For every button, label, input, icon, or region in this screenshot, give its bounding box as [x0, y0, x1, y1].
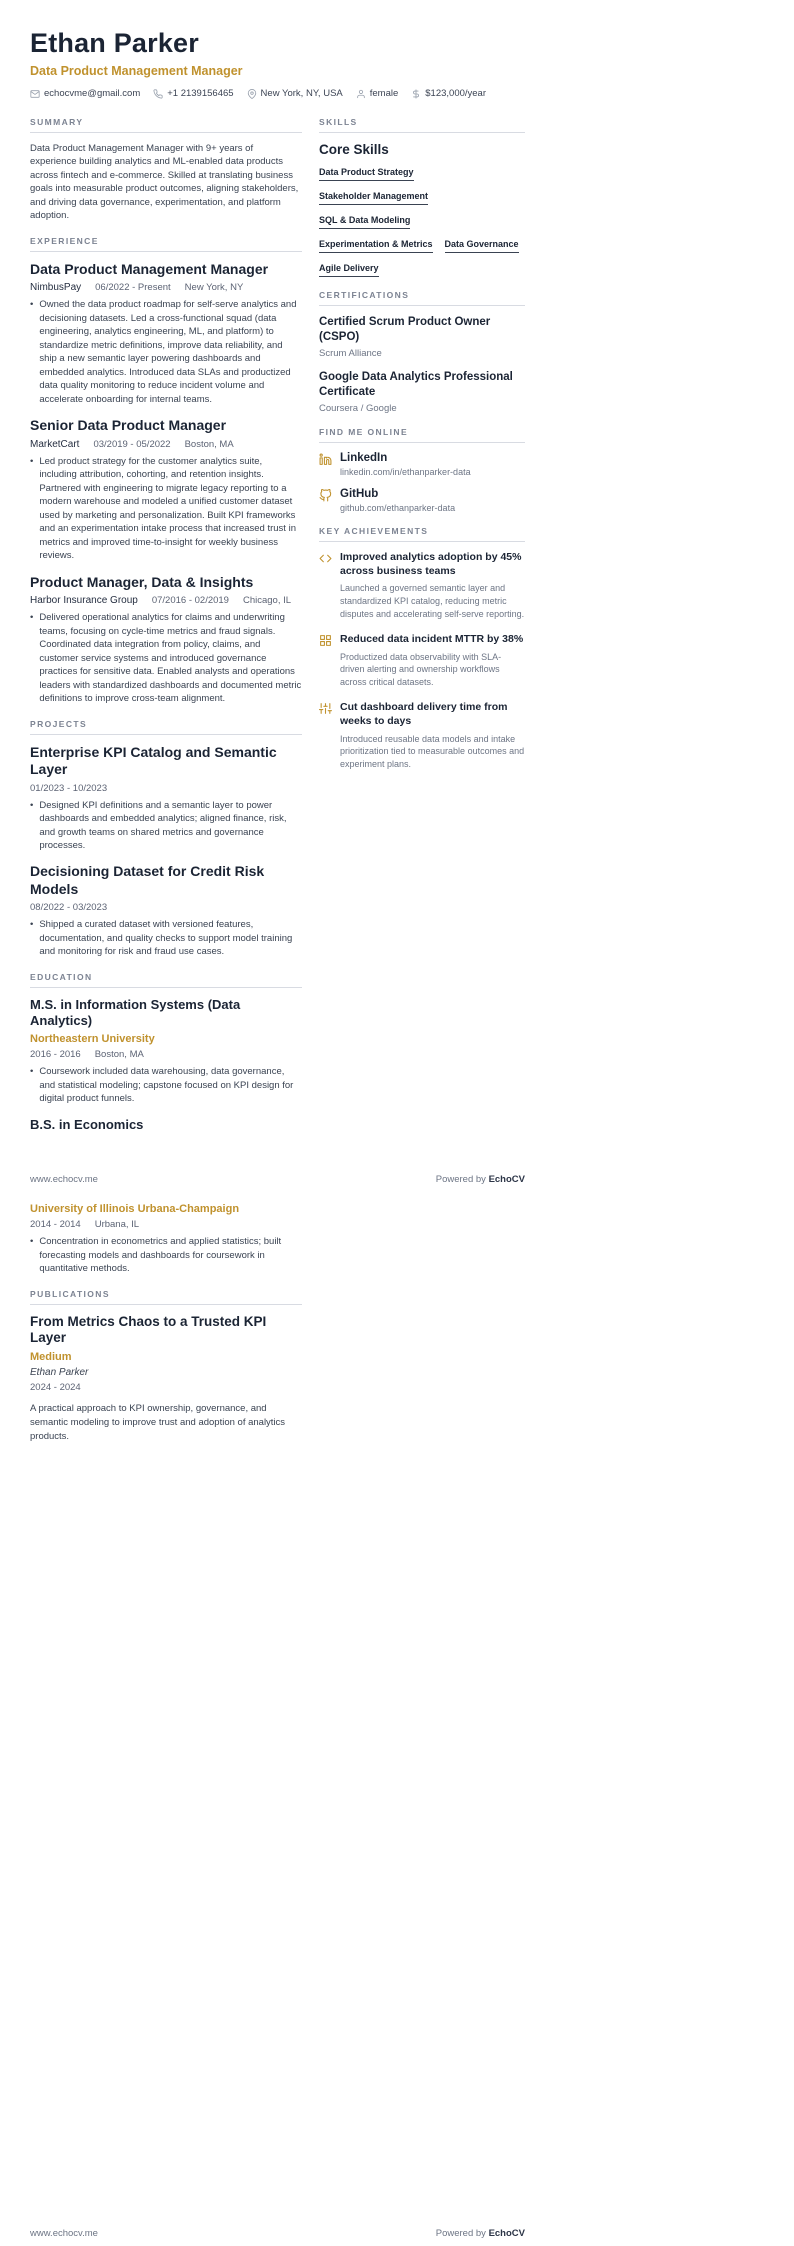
job-location: Boston, MA [184, 438, 234, 450]
degree-title: M.S. in Information Systems (Data Analytics) [30, 996, 241, 1029]
contact-location-text: New York, NY, USA [260, 88, 343, 99]
page-2 [30, 1203, 302, 1444]
left-column [30, 109, 302, 1144]
education-bullet [30, 1065, 302, 1105]
job-dates: 03/2019 - 05/2022 [93, 438, 171, 450]
candidate-name: Ethan Parker [30, 28, 199, 58]
page-2-footer [30, 2228, 525, 2239]
experience-entry [30, 261, 302, 406]
section-divider [30, 132, 302, 133]
summary-section-label: SUMMARY [30, 117, 84, 127]
project-title: Enterprise KPI Catalog and Semantic Layer [30, 743, 277, 778]
bullet-dot: • [30, 612, 34, 624]
skill-tag: Agile Delivery [319, 263, 379, 277]
columns [30, 109, 555, 1144]
contact-salary [411, 88, 486, 99]
online-profile-label: GitHub [340, 487, 379, 500]
job-title: Product Manager, Data & Insights [30, 573, 254, 590]
online-profile-linkedin[interactable] [319, 452, 525, 477]
certification-name: Google Data Analytics Professional Certificate [319, 370, 513, 398]
contact-location [247, 88, 343, 99]
job-title: Data Product Management Manager [30, 260, 269, 277]
footer-powered [436, 1174, 525, 1185]
resume-header [30, 28, 555, 99]
online-profile-github[interactable] [319, 488, 525, 513]
footer-powered-prefix: Powered by [435, 2228, 486, 2239]
publication-publisher: Medium [30, 1351, 72, 1364]
linkedin-icon [319, 453, 332, 466]
experience-section-label: EXPERIENCE [30, 235, 99, 246]
project-bullet [30, 799, 302, 853]
phone-icon [153, 89, 163, 99]
achievement-title: Cut dashboard delivery time from weeks to days [340, 700, 508, 727]
find-me-online-section [319, 427, 525, 513]
footer-brand-link[interactable]: EchoCV [488, 2228, 525, 2239]
contact-gender [356, 88, 399, 99]
achievement-description: Launched a governed semantic layer and standardized KPI catalog, reducing metric disputes and accelerating self-serve reporting. [340, 583, 525, 619]
bullet-dot: • [30, 1236, 34, 1248]
projects-section-label: PROJECTS [30, 718, 88, 729]
skills-group-heading: Core Skills [319, 142, 389, 157]
achievement-body [340, 551, 525, 621]
footer-site-link[interactable]: www.echocv.me [30, 1174, 98, 1186]
skill-tag: Stakeholder Management [319, 191, 428, 205]
achievement-body [340, 633, 525, 689]
education-meta [30, 1219, 302, 1230]
summary-text: Data Product Management Manager with 9+ years of experience building analytics and ML-enabled data products across fintech and e-commerce. Skilled at translating business goals into measurable product outcomes, aligning stakeholders, and driving data governance, experimentation, and platform adoption. [30, 143, 299, 222]
education-entry [30, 1117, 302, 1133]
project-bullet [30, 918, 302, 958]
footer-powered-prefix: Powered by [435, 1174, 486, 1186]
job-bullet [30, 611, 302, 705]
publication-dates: 2024 - 2024 [30, 1382, 81, 1394]
certification-item [319, 370, 525, 414]
section-divider [319, 132, 525, 133]
section-divider [30, 987, 302, 988]
right-column [319, 109, 525, 783]
achievement-description: Productized data observability with SLA-driven alerting and ownership workflows across critical datasets. [340, 651, 502, 688]
contact-phone-text: +1 2139156465 [167, 88, 234, 99]
salary-icon [411, 89, 421, 99]
publication-description: A practical approach to KPI ownership, governance, and semantic modeling to improve trust and adoption of analytics products. [30, 1403, 286, 1442]
publications-section-label: PUBLICATIONS [30, 1288, 110, 1299]
section-divider [319, 541, 525, 542]
education-dates: 2014 - 2014 [30, 1219, 81, 1231]
skills-section [319, 117, 525, 277]
job-dates: 07/2016 - 02/2019 [151, 595, 229, 607]
section-divider [319, 305, 525, 306]
online-section-label: FIND ME ONLINE [319, 426, 409, 437]
achievement-item [319, 633, 525, 689]
experience-entry [30, 417, 302, 562]
publication-entry [30, 1314, 302, 1444]
project-bullet-text: Designed KPI definitions and a semantic layer to power dashboards and embedded analytics; aligned finance, risk, and growth teams on shared metrics and governance processes. [39, 799, 287, 851]
job-location: Chicago, IL [242, 595, 292, 607]
location-icon [247, 89, 257, 99]
project-meta [30, 783, 302, 794]
education-bullet-text: Coursework included data warehousing, data governance, and statistical modeling; capstone focused on KPI design for digital product funnels. [39, 1066, 294, 1105]
skill-tags [319, 167, 525, 277]
certification-name: Certified Scrum Product Owner (CSPO) [319, 316, 491, 343]
degree-title: B.S. in Economics [30, 1116, 144, 1132]
achievement-description: Introduced reusable data models and intake prioritization tied to measurable outcomes and experiment plans. [340, 733, 525, 770]
education-section [30, 972, 302, 1133]
online-profile-text [340, 488, 455, 513]
gender-icon [356, 89, 366, 99]
candidate-title: Data Product Management Manager [30, 64, 243, 78]
education-entry [30, 997, 302, 1106]
education-meta [30, 1049, 302, 1060]
skill-tag: Experimentation & Metrics [319, 239, 433, 253]
online-profile-text [340, 452, 471, 477]
job-meta [30, 282, 302, 293]
bullet-dot: • [30, 455, 34, 467]
sliders-icon [319, 702, 332, 715]
section-divider [30, 251, 302, 252]
online-profile-url[interactable]: github.com/ethanparker-data [340, 502, 456, 513]
achievement-body [340, 701, 525, 771]
online-profile-url[interactable]: linkedin.com/in/ethanparker-data [340, 466, 471, 477]
email-icon [30, 89, 40, 99]
page-1-footer [30, 1174, 525, 1185]
footer-brand-link[interactable]: EchoCV [488, 1174, 525, 1186]
project-bullet-text: Shipped a curated dataset with versioned features, documentation, and quality checks to support model training and monitoring for risk and fraud use cases. [39, 919, 293, 958]
project-entry [30, 744, 302, 853]
skill-tag: Data Governance [445, 239, 519, 253]
skills-section-label: SKILLS [319, 117, 358, 127]
bullet-dot: • [30, 799, 34, 811]
certification-issuer: Coursera / Google [319, 402, 397, 414]
bullet-dot: • [30, 919, 34, 931]
contact-phone[interactable] [153, 88, 233, 99]
job-bullet-text: Delivered operational analytics for claims and underwriting teams, focusing on cycle-time metrics and fraud signals. Coordinated data integration from policy, claims, and customer service systems and introduced governance practices for sensitive data. Enabled analysts and operations leaders with standardized dashboards and documented metric definitions to improve cross-team alignment. [39, 612, 302, 705]
publications-section [30, 1289, 302, 1444]
skill-tag: Data Product Strategy [319, 167, 414, 181]
education-dates: 2016 - 2016 [30, 1049, 81, 1061]
achievement-title: Reduced data incident MTTR by 38% [340, 632, 524, 645]
contact-gender-text: female [369, 88, 399, 99]
project-dates: 08/2022 - 03/2023 [30, 902, 108, 914]
job-company: NimbusPay [30, 282, 82, 294]
job-bullet [30, 455, 302, 563]
job-bullet-text: Owned the data product roadmap for self-serve analytics and decisioning datasets. Led a cross-functional squad (data engineering, analytics engineering, ML, and platform) to standardize metric definitions, improve data reliability, and ship a new semantic layer powering dashboards and embedded analytics. Introduced data SLAs and productized data quality monitoring to reduce incident volume and accelerate onboarding for internal teams. [39, 299, 297, 405]
education-location: Urbana, IL [94, 1219, 140, 1231]
page-1 [0, 0, 555, 1444]
projects-section [30, 719, 302, 959]
project-meta [30, 902, 302, 913]
code-icon [319, 552, 332, 565]
job-meta [30, 595, 302, 606]
achievement-title: Improved analytics adoption by 45% across business teams [340, 550, 522, 577]
education-section-label: EDUCATION [30, 971, 93, 982]
job-bullet-text: Led product strategy for the customer analytics suite, including attribution, cohorting, and retention insights. Partnered with engineering to migrate legacy reporting to a modern warehouse and modeled a unified customer dataset used by marketing and personalization. Built KPI frameworks and an experimentation intake process that increased trust in metrics and improved time-to-insight for weekly business reviews. [39, 455, 296, 562]
job-dates: 06/2022 - Present [95, 282, 171, 294]
contact-email-text: echocvme@gmail.com [44, 88, 141, 99]
footer-site-link[interactable]: www.echocv.me [30, 2228, 98, 2239]
project-title: Decisioning Dataset for Credit Risk Models [30, 863, 265, 897]
job-location: New York, NY [184, 282, 244, 294]
experience-section [30, 236, 302, 706]
certifications-section-label: CERTIFICATIONS [319, 290, 410, 300]
summary-section [30, 117, 302, 223]
footer-powered [436, 2228, 525, 2239]
bullet-dot: • [30, 1066, 34, 1078]
achievements-section-label: KEY ACHIEVEMENTS [319, 525, 429, 536]
skill-tag: SQL & Data Modeling [319, 215, 410, 229]
education-location: Boston, MA [94, 1049, 144, 1061]
certification-item [319, 315, 525, 359]
experience-entry [30, 574, 302, 706]
certifications-section [319, 290, 525, 414]
project-entry [30, 863, 302, 958]
job-company: Harbor Insurance Group [30, 595, 138, 607]
contact-salary-text: $123,000/year [425, 88, 487, 99]
publication-author: Ethan Parker [30, 1367, 89, 1379]
certification-issuer: Scrum Alliance [319, 347, 382, 359]
section-divider [319, 442, 525, 443]
job-company: MarketCart [30, 438, 80, 450]
education-entry-continued [30, 1203, 302, 1275]
github-icon [319, 489, 332, 502]
achievement-item [319, 701, 525, 771]
online-profile-label: LinkedIn [340, 451, 388, 464]
section-divider [30, 734, 302, 735]
job-bullet [30, 298, 302, 406]
job-title: Senior Data Product Manager [30, 417, 227, 434]
publication-title: From Metrics Chaos to a Trusted KPI Layer [30, 1313, 267, 1346]
achievement-item [319, 551, 525, 621]
grid-icon [319, 634, 332, 647]
project-dates: 01/2023 - 10/2023 [30, 782, 108, 794]
bullet-dot: • [30, 299, 34, 311]
contact-row [30, 88, 555, 99]
school-name: Northeastern University [30, 1033, 155, 1046]
education-bullet-text: Concentration in econometrics and applied statistics; built forecasting models and dashboards for coursework in quantitative methods. [39, 1236, 282, 1275]
job-meta [30, 439, 302, 450]
school-name: University of Illinois Urbana-Champaign [30, 1203, 240, 1216]
contact-email[interactable] [30, 88, 140, 99]
section-divider [30, 1304, 302, 1305]
education-bullet [30, 1235, 302, 1275]
key-achievements-section [319, 526, 525, 771]
